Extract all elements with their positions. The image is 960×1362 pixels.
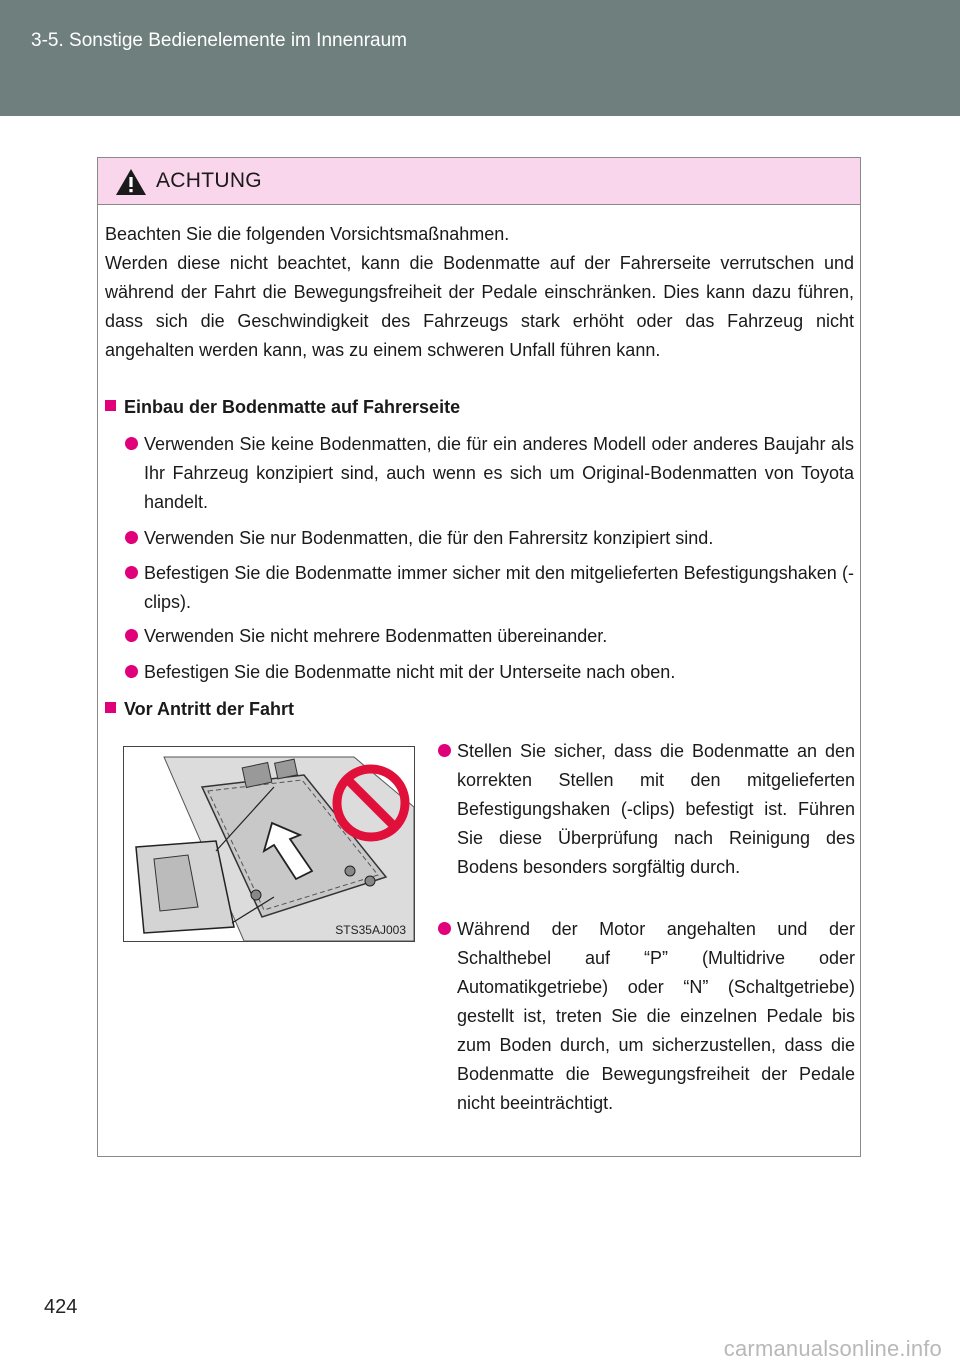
warning-title: ACHTUNG <box>156 169 262 192</box>
round-bullet-icon <box>125 665 138 678</box>
list-item <box>125 430 854 517</box>
list-item-text: Befestigen Sie die Bodenmatte nicht mit der Unterseite nach oben. <box>144 662 676 682</box>
round-bullet-icon <box>438 744 451 757</box>
list-item <box>125 658 854 687</box>
warning-box <box>97 157 861 1157</box>
square-bullet-icon <box>105 702 116 713</box>
section-heading-text: Vor Antritt der Fahrt <box>124 699 294 719</box>
page-header-band <box>0 0 960 116</box>
watermark: carmanualsonline.info <box>723 1336 942 1361</box>
round-bullet-icon <box>125 437 138 450</box>
floor-mat-drawing <box>124 747 414 941</box>
list-item <box>125 559 854 617</box>
list-item <box>438 915 854 1147</box>
floor-mat-illustration <box>123 746 415 942</box>
list-item-text: Verwenden Sie nur Bodenmatten, die für den Fahrersitz konzipiert sind. <box>144 528 714 548</box>
round-bullet-icon <box>125 531 138 544</box>
square-bullet-icon <box>105 400 116 411</box>
page-number: 424 <box>44 1296 78 1318</box>
list-item-text: Während der Motor angehalten und der Schalthebel auf “P” (Multidrive oder Automatikgetriebe) oder “N” (Schaltgetriebe) gestellt ist, treten Sie die einzelnen Pedale bis zum Boden durch, um sicherzustellen, dass die Bodenmatte die Bewegungsfreiheit der Pedale nicht beeinträchtigt. <box>457 919 855 1113</box>
section-heading-before-driving <box>105 695 294 724</box>
section-title: 3-5. Sonstige Bedienelemente im Innenraum <box>31 30 408 51</box>
warning-header <box>98 158 860 205</box>
section-heading-installation <box>105 393 460 422</box>
warning-intro-line: Beachten Sie die folgenden Vorsichtsmaßnahmen. <box>105 224 510 244</box>
list-item-text: Befestigen Sie die Bodenmatte immer sicher mit den mitgelieferten Befestigungshaken (-clips). <box>144 563 854 612</box>
list-item <box>125 622 854 651</box>
round-bullet-icon <box>125 566 138 579</box>
warning-triangle-icon <box>115 168 147 196</box>
figure-code: STS35AJ003 <box>335 923 406 937</box>
section-heading-text: Einbau der Bodenmatte auf Fahrerseite <box>124 397 461 417</box>
list-item <box>438 737 854 911</box>
list-item-text: Stellen Sie sicher, dass die Bodenmatte an den korrekten Stellen mit den mitgelieferten Befestigungshaken (-clips) befestigt ist. Führen Sie diese Überprüfung nach Reinigung des Bodens besonders sorgfältig durch. <box>457 741 855 877</box>
list-item-text: Verwenden Sie nicht mehrere Bodenmatten übereinander. <box>144 626 608 646</box>
round-bullet-icon <box>438 922 451 935</box>
round-bullet-icon <box>125 629 138 642</box>
warning-intro-paragraph: Werden diese nicht beachtet, kann die Bodenmatte auf der Fahrerseite verrutschen und während der Fahrt die Bewegungsfreiheit der Pedale einschränken. Dies kann dazu führen, dass sich die Geschwindigkeit des Fahrzeugs stark erhöht oder das Fahrzeug nicht angehalten werden kann, was zu einem schweren Unfall führen kann. <box>105 253 854 360</box>
list-item-text: Verwenden Sie keine Bodenmatten, die für ein anderes Modell oder anderes Baujahr als Ihr Fahrzeug konzipiert sind, auch wenn es sich um Original-Bodenmatten von Toyota handelt. <box>144 434 854 512</box>
list-item <box>125 524 854 553</box>
